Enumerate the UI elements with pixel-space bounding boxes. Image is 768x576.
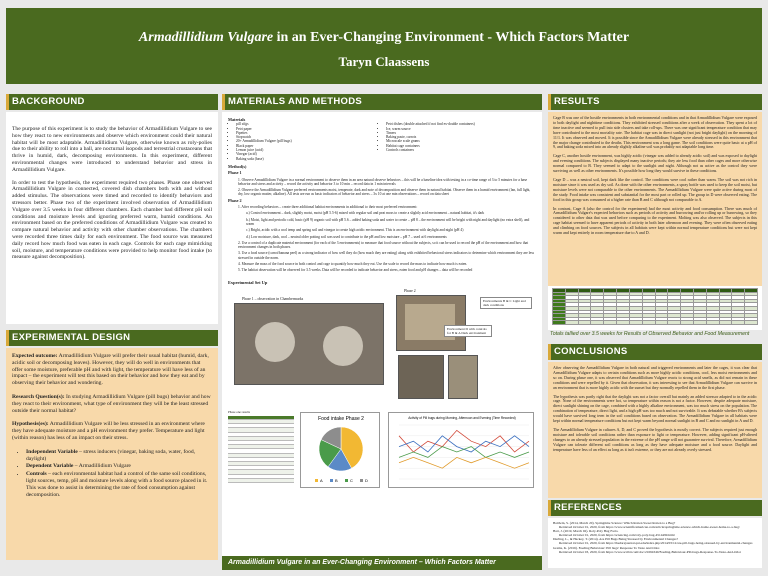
method-step: a.) Control environment – dark, slightly moist, moist (pH 5.5-6) mixed with regular soil and peat moss to create a slightly acid environment – natural habitat, it's dark [246, 211, 485, 216]
table-cell [642, 321, 655, 325]
reference-entry: Retrieved October 03, 2020, from https://www.scribd.com/doc/21694340/Feeding-Behaviour-Pill-bugs-Response-To-Taste-And-Odor [559, 549, 742, 554]
method-step: 4. Measure the mass of the food source in both control and cage to quantify how much they eat. Use the scale to record the mass to indicate how much is eaten. [238, 262, 468, 267]
conclusions-paragraph-3: The Armadillidium Vulgare in cultures A, D, and C proved the hypothesis is mostly correct. The subjects required just enough moisture and tolerable soil conditions rather than exposure to light or temperature. However, adding significant pH-altered changes to an already stressed population in the extreme of the pH range will not guarantee survival. Therefore, Armadillidium Vulgare can tolerate different soil conditions as long as they have adequate moisture and a food source. Daylight and temperature have less of an effect as long as it isn't extreme, or they are not already overly stressed. [553, 426, 757, 452]
results-paragraph-4: In contrast, Cage A (also the control for the experiment) had the most activity and food consumption. There was much of Armadillidium Vulgare's expected behaviors such as periods of activity and burrowing and/or rolling up or burrowing, so they considered to other data that was used before comparing to the experiment. Molting was also observed. The subjects in this cage habitat seemed to have apparent periods of activity in both later afternoon and evening. They were often observed eating and climbing on food sources. The subjects in all habitats were kept within normal temperature conditions but were not kept warm and kept entirely in room temperature due to A and D. [553, 205, 757, 236]
method-step: b.) Moist, light and periodic cold, basic (pH 9) organic soil with pH 5.6 – added baking soda and water to create – pH 8 – the environment will be bright with night and daylight (no extra shelf), and warm [246, 217, 530, 226]
variable-text: – each environmental habitat had a control of the same soil conditions, light sources, temp, pH and moisture levels along with a food source placed in it. This was done to assist in determining the rate of food consumption against decomposition. [26, 471, 208, 498]
table-row [228, 479, 294, 483]
expected-text: Armadillidium Vulgare will prefer their usual habitat (humid, dark, acidic soil or decomposing leaves). However, they will do well in environments that offer some moisture, preferable pH and with light, the temperature will have less of an impact – the experiment will test this based on their behavior and how they eat and by observing their behavior and wondering. [12, 353, 209, 387]
hypothesis-text: Armadillidium Vulgare will be less stressed in an environment where they have adequate moisture and a pH environment they prefer. Temperature and light (within reason) has less of an impact on their stress. [12, 421, 205, 441]
material-item: • Petri paper [236, 127, 356, 131]
dish-image [255, 322, 295, 362]
callout-environment-d: Environment D with controls for B & A Dark environment [444, 325, 492, 337]
reference-entry: Retrieved October 01, 2020, from https://sciencing.com/roly-poly-bug-4514499.html [559, 533, 675, 538]
variable-text: – Armadillidium Vulgare [73, 463, 131, 470]
background-heading: BACKGROUND [6, 94, 218, 110]
variables-list [26, 449, 212, 499]
table-cell [681, 321, 694, 325]
method-step: 1. Observe Armadillidium Vulgare in a normal environment to observe them in an area natural observe behaviors – this will be a baseline idea with testing in a co-time range of 3 to 5 minutes for a base behavior and stress and activity – record the activity and behavior 3 to 10 min – record data in 1 min intervals [238, 177, 528, 186]
method-step: 2. Use a control of a duplicate material environment (for each of the 3 environments) to measure that food source without the subjects, so it can be used to record the pH of the environment and how that environment changes in both phases. [238, 240, 529, 250]
charts-row [228, 410, 536, 530]
poster-footer: Armadillidium Vulgare in an Ever-Changing Environment – Which Factors Matter [222, 556, 542, 570]
background-body [6, 112, 218, 324]
dish-image [323, 326, 363, 366]
variable-label: Independent Variable [26, 448, 78, 455]
material-item: • Stopwatch [236, 135, 356, 139]
phase-2-heading: Phase 2 [228, 197, 242, 203]
results-table-grid [552, 288, 758, 325]
material-item: • Ice, warm source [386, 127, 506, 131]
table-cell [655, 321, 668, 325]
table-cell [706, 321, 719, 325]
materials-heading: Materials [228, 117, 246, 122]
material-item: • Baking paste, carrots [386, 135, 506, 139]
table-cell [591, 321, 604, 325]
materials-lists [228, 122, 536, 161]
table-cell [617, 321, 630, 325]
list-item [26, 449, 212, 463]
material-item: • Lemon juice (acid) [236, 148, 356, 152]
materials-list-right [386, 122, 506, 161]
material-item: • Pipettes [236, 131, 356, 135]
phase-2-photo-a [396, 295, 466, 351]
legend-label: B [335, 477, 338, 483]
research-question [12, 394, 212, 414]
method-step: 2. Observe the Armadillidium Vulgare preferred environments moist, temperate, dark and note of decomposition and observe them in natural habitat. Observe them in a humid environment (fan, full light, dry, low organic matter, alkaline). All tests are run as basic indicators of behavior and stress – 3x 10 at one min observations – record on data sheet [238, 188, 531, 197]
method-step: d.) Low moisture, dark, cool – neutral older potting soil was used to contribute to the pH and low moisture – pH 7 – used at 6 environments [246, 234, 447, 239]
table-cell [553, 321, 566, 325]
reference-entry: Retrieved October 01, 2020, from https://thedarsjournal.qut.edu/index.php/2014/03/12/are-pill-bugs-being-stressed-by-environmental-changes [559, 541, 753, 546]
callout-environments-b-c: Environments B & C Light and dark conditions [480, 297, 532, 309]
reference-entry: Grams, K. (2016). Feeding Behaviour: Pill bugs' Response To Taste And Odor. [553, 545, 660, 550]
reference-entry: Bart, J. (2019, March 02). Roly-Poly Bug Facts. [553, 529, 619, 534]
variable-label: Dependent Variable [26, 463, 74, 470]
variable-text: – stress inducers (vinegar, baking soda, water, food, daylight) [26, 448, 196, 462]
reference-entry: Retrieved October 01, 2020, from https://www.scientificamerican.com/article/springtime-science-which-home-sweet-home-to-a-bug/ [559, 525, 740, 530]
method-step: 5. The habitat observation will be observed for 3.5 weeks. Data will be recorded to indicate behavior and stress, eaten food and pH changes – data will be recorded [238, 268, 473, 273]
materials-methods-heading: MATERIALS AND METHODS [222, 94, 542, 110]
material-item: • Petri dishes (double attached if not find ex-double containers) [386, 122, 506, 126]
table-cell [719, 321, 732, 325]
results-body [548, 112, 762, 308]
legend-swatch [315, 479, 318, 482]
pie-chart-svg [301, 413, 381, 489]
conclusions-paragraph-1: After observing the Armadillidium Vulgare in both natural and triggered environments and later the cages, it was clear that Armadillidium Vulgare adapts to certain conditions such as more highly acidic conditions, cool, less moist environments and so on. During phase one, it was observed that Armadillidium Vulgare reacts to strong acid smells, as did not remain in these conditions and were repelled by it. Given that observation, it was interesting to see that Armadillidium Vulgare can survive in an environment that is more highly acidic with the sunset but they normally repelled them in the first phase. [553, 365, 757, 390]
phase-2-steps [228, 205, 536, 273]
results-paragraph-1: Cage B was one of the hostile environments in both environmental conditions and in that Armadillidium Vulgare were exposed to both daylight and nighttime conditions. They exhibited stressed conditions after a week of observation. They spent a lot of time inactive and seemed to pull into side clusters and take roll-ups. There was one significant temperature condition that may have contributed to the most mortality rate. The habitat cage was in direct sunlight (not just bright daylight) on the morning of 11/1. It was observed and moved. It is possible since the Armadillidium Vulgare were already stressed in this environment that the major change contributed to the deaths. This environment was a long game. The soil conditions were quite basic at a pH of 9, and baking soda mixed into an already slightly alkaline soil was probably not adaptable long time. [553, 115, 757, 150]
methods-heading: Method(s) [228, 163, 247, 169]
variable-label: Controls [26, 471, 47, 478]
table-row [553, 321, 758, 325]
poster-header [6, 8, 762, 84]
legend-swatch [345, 479, 348, 482]
phase-1-figure-label: Phase 1 – observation in Chambermarks [242, 296, 304, 301]
series-line [399, 430, 529, 452]
phase-1-steps [228, 178, 536, 197]
line-chart [388, 412, 534, 488]
table-cell [578, 321, 591, 325]
material-item: • Black paper [236, 144, 356, 148]
material-item: • pill sifgs [236, 122, 356, 126]
experimental-design-body [6, 348, 218, 560]
references-body [548, 518, 762, 568]
legend-swatch [330, 479, 333, 482]
table-cell [565, 321, 578, 325]
results-table-caption: Totals tallied over 3.5 weeks for Results of Observed Behavior and Food Measurement [550, 331, 750, 337]
hypothesis-label: Hypothesis(es): [12, 421, 49, 428]
method-step: 3. Use a food source (carrot/banana peel) as a strong indicator of how well they do (how much they are eating) along with exhibited behavioral stress indicators to determine which environment they are less stressed in outside the norm. [238, 251, 534, 260]
legend-label: C [350, 477, 353, 483]
results-paragraph-2: Cage C, another hostile environment, was highly acidic (vinegar was added to already acidic soil) and was exposed to daylight and evening conditions. The subjects displayed many inactive periods; they ate less food than other cages and more otherwise normal compared to B. They seemed to adapt to the sunlight and night. Although not as active as the control they were surviving as well as other environments. It's possible how long they would survive in these conditions. [553, 153, 757, 174]
table-cell [668, 321, 681, 325]
reference-entry: Baldwin, S. (2014, March 20). Springtime Science: Which Rotten Sweet Rotten to a Bug? [553, 521, 676, 525]
phase-1-photo [234, 303, 384, 385]
background-paragraph-2: In order to test the hypothesis, the experiment required two phases. Phase one observed Armadillidium Vulgare in connected, covered dish chambers both with and without added stimulus. The observations were timed and recorded to identify behaviors and stressors better. Phase two of the experiment involved observation of Armadillidium Vulgare over 3.5 weeks in four different chambers. Each chamber had different pH soil conditions and moisture levels and ignoring preferred warm, humid conditions. An environment based on the preferred conditions of Armadillidium Vulgare was created to compare natural behavior and activity with other chamber observations. The chambers were recorded three times daily for each environment. The food source was measured daily record how much food was eaten in each cage. Controls for each cage mimicking soil, moisture, and temperature conditions were provided to help monitor food intake (to measure against decomposition). [12, 179, 212, 261]
phase-2-figure-label: Phase 2 [404, 288, 416, 293]
poster-title [6, 30, 762, 46]
legend-label: D [365, 477, 368, 483]
setup-title: Experimental Set Up [228, 279, 268, 285]
phase-table-caption: Phase one results [228, 409, 250, 414]
conclusions-paragraph-2: The hypothesis was partly right that the daylight was not a factor overall but mainly an added stressor adapted to in the acidic cage. None of the environments were hot, so temperature within reason is not a factor. However, despite adequate moisture, direct sunlight shining on the cage, combined with a highly alkaline environment, was too much stress on the population. The combination of temperature, direct light, and a high pH was too much and not survivable. It was debatable whether B's subjects would have survived long term in the soil conditions based on observation. The Armadillidium Vulgare in all habitats were kept within normal temperature conditions but not kept warm beyond normal sunlight in B and C and no sunlight in A and D. [553, 393, 757, 424]
results-table [548, 286, 762, 330]
table-cell [745, 321, 758, 325]
experimental-design-heading: EXPERIMENTAL DESIGN [6, 330, 218, 346]
title-rest: in an Ever-Changing Environment - Which Factors Matter [273, 30, 630, 45]
materials-methods-body [222, 112, 542, 558]
expected-label: Expected outcome: [12, 353, 58, 359]
method-step: c.) Bright, acidic with a cool temp and spring soil and vinegar to create high acidic environment. This is an environment with daylight and night (pH 4) [246, 228, 464, 233]
results-heading: RESULTS [548, 94, 762, 110]
material-item: • Habitat cage containers [386, 144, 506, 148]
conclusions-heading: CONCLUSIONS [548, 344, 762, 360]
question-text: In studying Armadillidium Vulgare (pill bugs) behavior and how they react to their environment, what type of environment they will be the least stressed outside their normal habitat? [12, 393, 211, 414]
method-step: 1. After recording behaviors – create three additional habitat environments in additional to their most preferred environment: [238, 205, 418, 210]
legend-swatch [360, 479, 363, 482]
references-heading: REFERENCES [548, 500, 762, 516]
pie-chart [300, 412, 380, 488]
pie-chart-title: Food intake Phase 2 [318, 415, 364, 422]
material-item: • Baking soda (base) [236, 157, 356, 161]
author-name: Taryn Claassens [338, 54, 430, 69]
list-item [26, 463, 212, 470]
expected-outcome [12, 353, 212, 387]
results-paragraph-3: Cage D – was a neutral soil, kept dark like the control. The conditions were cool rather than warm. The soil was not rich in moisture since it was used as dry soil. As done with the other environments, a spray bottle was used to keep the soil moist, but moisture levels were not comparable to the other environments. The Armadillidium Vulgare were quite active during most of the study. Food intake was consistent and substantial for the most part or rolled up. The group in D were observed eating. The food in this group was consumed at a higher rate than B and C although not comparable to A. [553, 176, 757, 202]
materials-list-left [236, 122, 356, 161]
table-cell [732, 321, 745, 325]
material-item: • Controls containers [386, 148, 506, 152]
line-chart-title: Activity of Pill bugs during Morning, Afternoon and Evening (Time Recorded) [408, 415, 516, 420]
reference-entry: Durling, L., & Hackey, T. (2014). Are Pill Bugs Being Stressed by Environmental Changes? [553, 537, 678, 542]
material-item: • Vinegar (acid) [236, 152, 356, 156]
table-cell [604, 321, 617, 325]
title-species: Armadillidium Vulgare [138, 30, 274, 45]
setup-figures [228, 289, 536, 404]
line-chart-svg [389, 413, 535, 489]
material-item: • Timers [386, 131, 506, 135]
background-paragraph-1: The purpose of this experiment is to study the behavior of Armadillidium Vulgare to see how they react to new environments and observe which environment could their natural habitat will be most adaptable. Armadillidium Vulgare, otherwise known as roly-polies due to their ability to roll into a ball, are nocturnal isopods and terrestrial crustaceans that thrive in humid, dark, decomposing environments. In this experiment, different environmental changes were introduced to understand behavior and stress in Armadillidium Vulgare. [12, 126, 212, 173]
conclusions-body [548, 362, 762, 498]
list-item [26, 471, 212, 498]
hypothesis [12, 421, 212, 441]
table-cell [693, 321, 706, 325]
question-label: Research Question(s): [12, 393, 65, 400]
phase-2-photo-c [448, 355, 478, 399]
legend-label: A [320, 477, 323, 483]
phase-1-heading: Phase 1 [228, 170, 242, 176]
series-line [399, 457, 529, 468]
material-item: • Microscale scale grams [386, 139, 506, 143]
phase-2-photo-b [398, 355, 444, 399]
table-cell [629, 321, 642, 325]
material-item: • 20+ Armadillidium Vulgare (pill bugs) [236, 139, 356, 143]
phase-one-table [228, 416, 294, 483]
